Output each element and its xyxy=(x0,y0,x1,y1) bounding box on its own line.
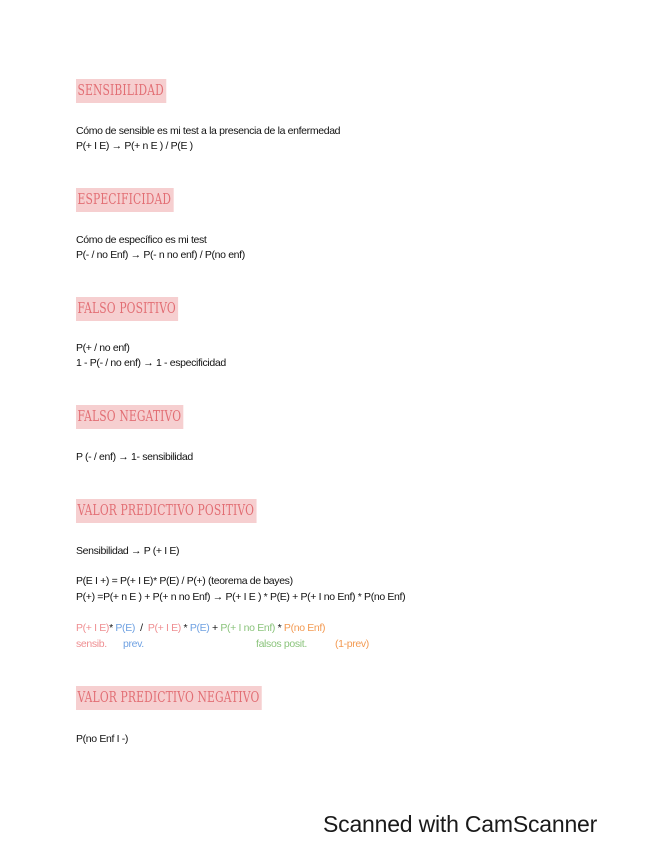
heading-especificidad: ESPECIFICIDAD xyxy=(76,188,173,212)
legend-falsos-posit: falsos posit. xyxy=(256,638,307,650)
formula-term: P(+ I no Enf) xyxy=(220,622,276,634)
text-line: P(+ I E) → P(+ n E ) / P(E ) xyxy=(76,140,193,152)
text-line: P(no Enf I -) xyxy=(76,733,129,745)
legend-sensib: sensib. xyxy=(76,638,107,650)
formula-op: * xyxy=(109,622,116,634)
camscanner-watermark: Scanned with CamScanner xyxy=(323,811,598,837)
formula-op: * xyxy=(275,622,284,634)
legend-prev: prev. xyxy=(123,638,144,650)
text-line: P(+ / no enf) xyxy=(76,342,130,354)
heading-valor-predictivo-negativo: VALOR PREDICTIVO NEGATIVO xyxy=(76,686,262,710)
legend-one-minus-prev: (1-prev) xyxy=(335,638,369,650)
formula-term: P(+ I E) xyxy=(76,622,110,634)
formula-term: P(E) xyxy=(189,622,210,634)
text-line: Sensibilidad → P (+ I E) xyxy=(76,545,180,557)
text-line: P (- / enf) → 1- sensibilidad xyxy=(76,451,193,463)
formula-term: P(no Enf) xyxy=(283,622,326,634)
heading-falso-negativo: FALSO NEGATIVO xyxy=(76,405,183,429)
heading-valor-predictivo-positivo: VALOR PREDICTIVO POSITIVO xyxy=(76,499,256,523)
text-line: Cómo de sensible es mi test a la presencia de la enfermedad xyxy=(76,125,341,137)
formula-term: P(E) xyxy=(115,622,136,634)
text-line: P(+) =P(+ n E ) + P(+ n no Enf) → P(+ I E ) * P(E) + P(+ I no Enf) * P(no Enf) xyxy=(76,591,406,603)
text-line: P(E I +) = P(+ I E)* P(E) / P(+) (teorema de bayes) xyxy=(76,575,293,587)
formula-op: + xyxy=(209,622,221,634)
heading-falso-positivo: FALSO POSITIVO xyxy=(76,297,178,321)
text-line: Cómo de específico es mi test xyxy=(76,234,207,246)
heading-sensibilidad: SENSIBILIDAD xyxy=(76,79,166,103)
formula-op: / xyxy=(135,622,148,634)
bayes-formula xyxy=(76,622,325,635)
formula-term: P(+ I E) xyxy=(147,622,181,634)
text-line: 1 - P(- / no enf) → 1 - especificidad xyxy=(76,357,226,369)
formula-op: * xyxy=(180,622,190,634)
text-line: P(- / no Enf) → P(- n no enf) / P(no enf) xyxy=(76,249,245,261)
